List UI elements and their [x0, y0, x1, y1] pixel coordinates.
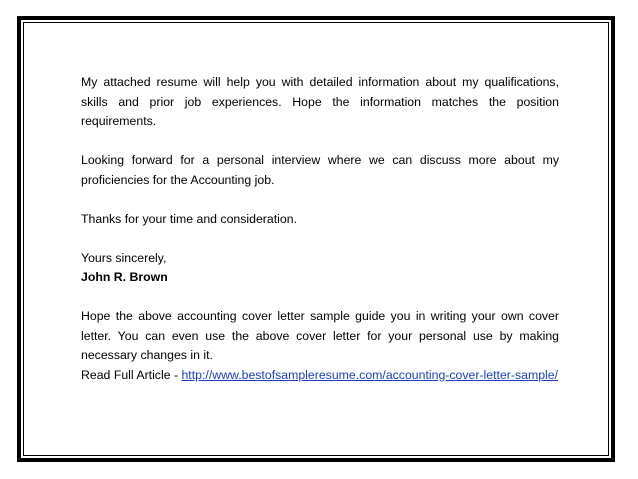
read-more-line	[81, 366, 559, 386]
article-link[interactable]: http://www.bestofsampleresume.com/accounting-cover-letter-sample/	[181, 367, 559, 382]
guide-paragraph: Hope the above accounting cover letter sample guide you in writing your own cover letter. You can even use the above cover letter for your personal use by making necessary changes in it.	[81, 309, 559, 362]
paragraph-gap	[81, 132, 559, 152]
letter-body	[81, 73, 559, 385]
signature-name: John R. Brown	[81, 270, 168, 284]
resume-paragraph: My attached resume will help you with detailed information about my qualifications, skills and prior job experiences. Hope the information matches the position requirements.	[81, 75, 559, 128]
paragraph-gap	[81, 190, 559, 210]
thanks-paragraph: Thanks for your time and consideration.	[81, 211, 297, 226]
paragraph-gap	[81, 288, 559, 308]
paragraph-gap	[81, 229, 559, 249]
closing-line: Yours sincerely,	[81, 250, 167, 265]
interview-paragraph: Looking forward for a personal interview where we can discuss more about my proficiencies for the Accounting job.	[81, 153, 559, 187]
read-more-label: Read Full Article -	[81, 367, 179, 382]
